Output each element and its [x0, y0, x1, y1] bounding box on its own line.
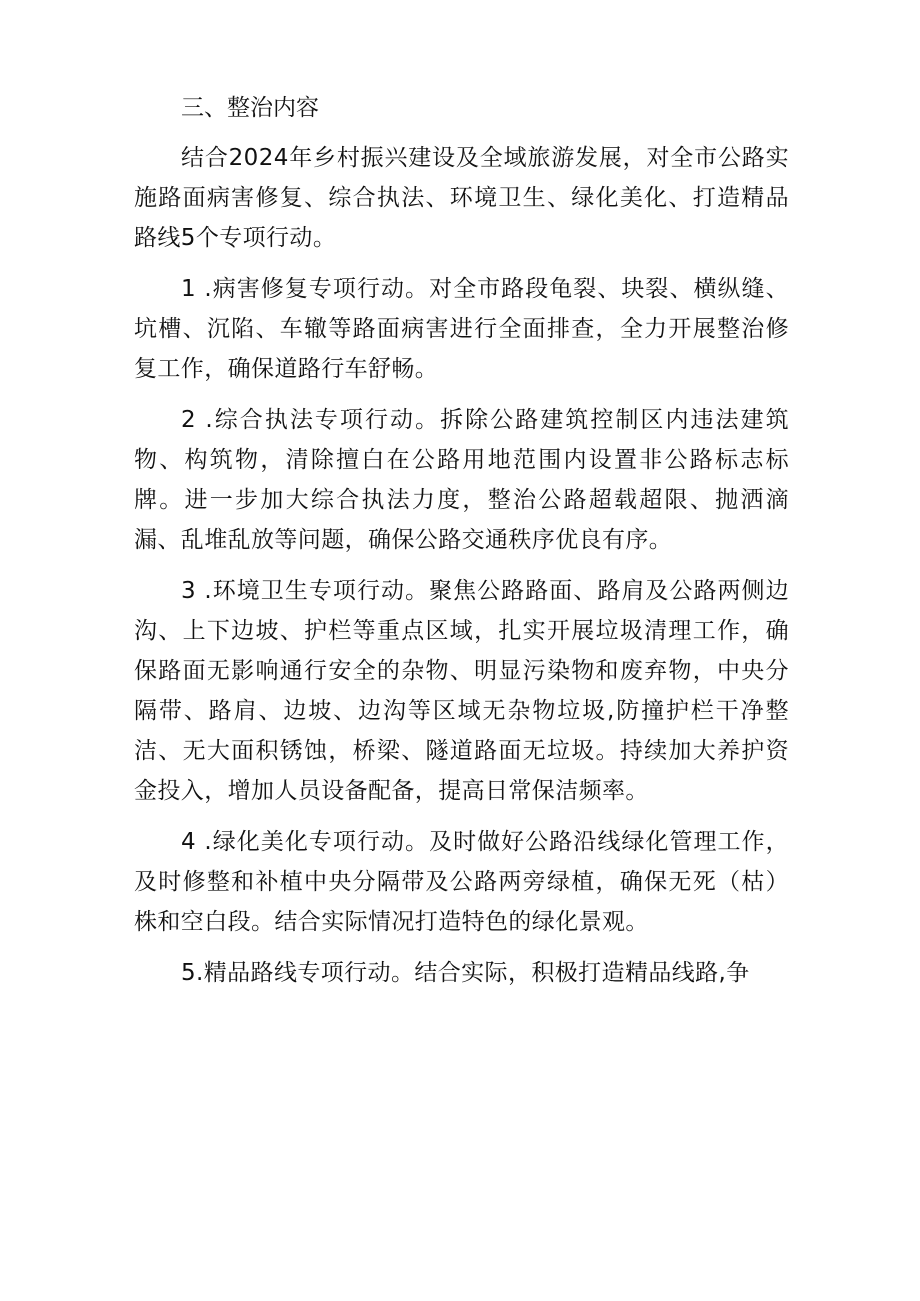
section-heading: 三、整治内容 [181, 95, 319, 121]
item-4-paragraph: 4 .绿化美化专项行动。及时做好公路沿线绿化管理工作，及时修整和补植中央分隔带及公路两旁绿植，确保无死（枯）株和空白段。结合实际情况打造特色的绿化景观。 [134, 829, 789, 935]
intro-paragraph: 结合2024年乡村振兴建设及全域旅游发展，对全市公路实施路面病害修复、综合执法、环境卫生、绿化美化、打造精品路线5个专项行动。 [134, 145, 789, 251]
item-3-paragraph: 3 .环境卫生专项行动。聚焦公路路面、路肩及公路两侧边沟、上下边坡、护栏等重点区域，扎实开展垃圾清理工作，确保路面无影响通行安全的杂物、明显污染物和废弃物，中央分隔带、路肩、边坡、边沟等区域无杂物垃圾,防撞护栏干净整洁、无大面积锈蚀，桥梁、隧道路面无垃圾。持续加大养护资金投入，增加人员设备配备，提高日常保洁频率。 [134, 578, 789, 804]
item-1-paragraph: 1 .病害修复专项行动。对全市路段龟裂、块裂、横纵缝、坑槽、沉陷、车辙等路面病害进行全面排查，全力开展整治修复工作，确保道路行车舒畅。 [134, 276, 789, 382]
item-2-paragraph: 2 .综合执法专项行动。拆除公路建筑控制区内违法建筑物、构筑物，清除擅白在公路用地范围内设置非公路标志标牌。进一步加大综合执法力度，整治公路超载超限、抛洒滴漏、乱堆乱放等问题，确保公路交通秩序优良有序。 [134, 407, 789, 553]
document-body [134, 88, 789, 1004]
item-5-paragraph: 5.精品路线专项行动。结合实际，积极打造精品线路,争 [181, 960, 750, 986]
